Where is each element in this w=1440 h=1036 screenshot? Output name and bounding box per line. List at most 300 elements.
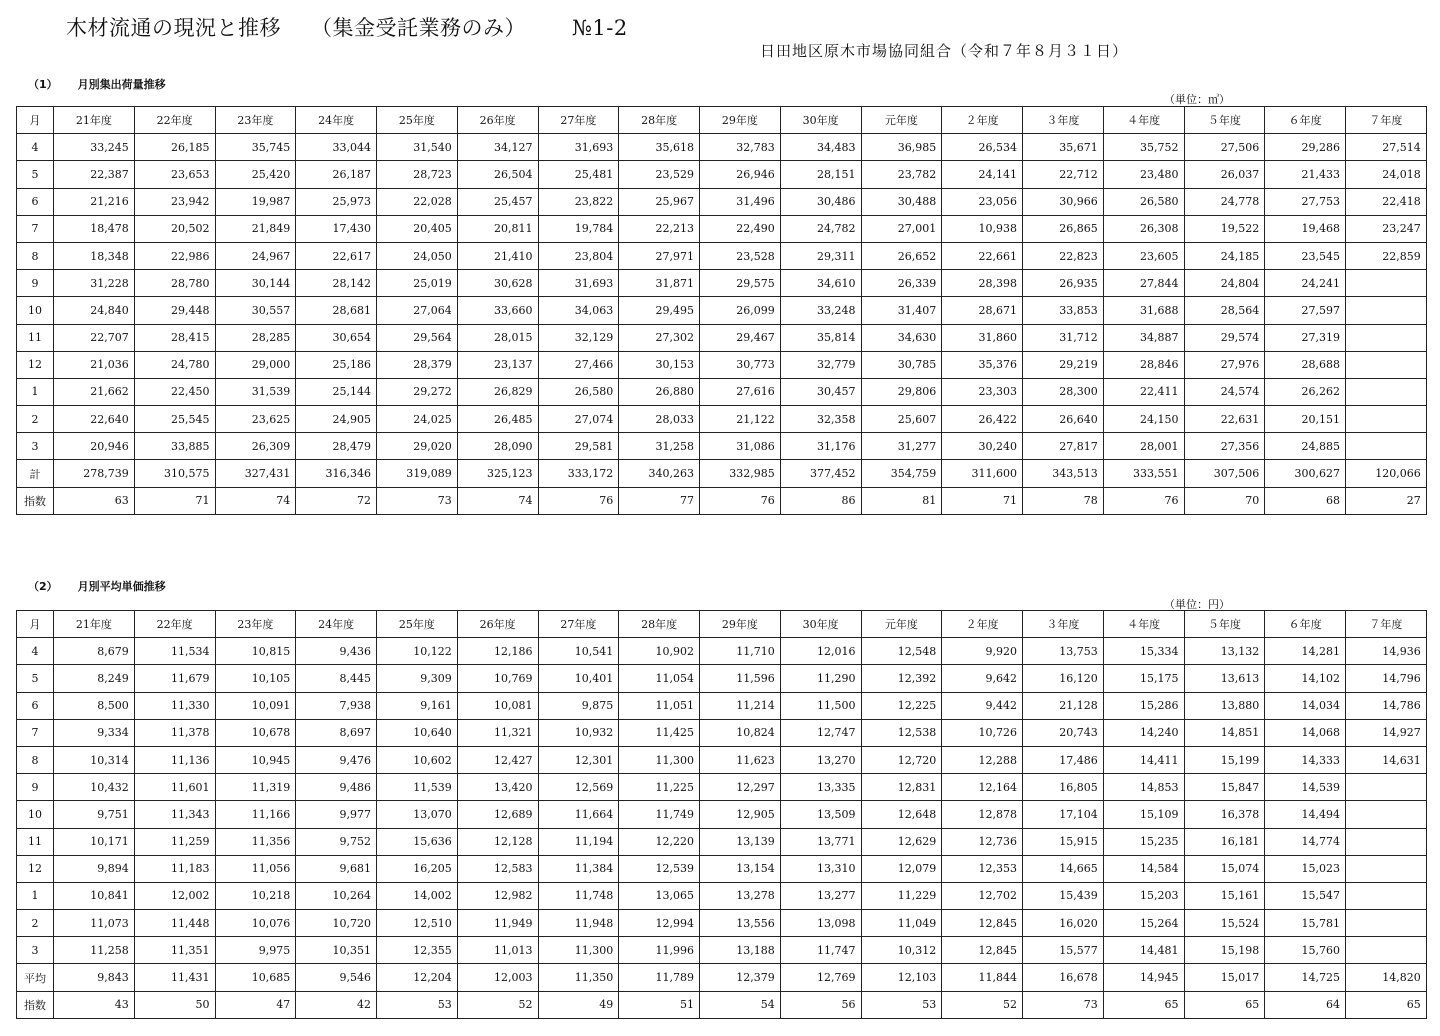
table-cell: 26,829 bbox=[457, 378, 538, 405]
table-cell: 10,726 bbox=[942, 719, 1023, 746]
table-cell: 25,607 bbox=[861, 406, 942, 433]
table-cell: 9,442 bbox=[942, 692, 1023, 719]
table-cell: 26,308 bbox=[1103, 215, 1184, 242]
table-cell: 27,514 bbox=[1346, 134, 1427, 161]
table-cell: 14,102 bbox=[1265, 665, 1346, 692]
row-label: 計 bbox=[17, 460, 54, 487]
table-cell: 26,099 bbox=[700, 297, 781, 324]
table-cell: 278,739 bbox=[54, 460, 135, 487]
table-cell: 316,346 bbox=[296, 460, 377, 487]
column-header-year: ６年度 bbox=[1265, 611, 1346, 638]
table-cell: 12,079 bbox=[861, 855, 942, 882]
table-cell: 27,302 bbox=[619, 324, 700, 351]
table-header-row bbox=[17, 611, 1427, 638]
column-header-year: ６年度 bbox=[1265, 107, 1346, 134]
row-label: 9 bbox=[17, 270, 54, 297]
table-row bbox=[17, 324, 1427, 351]
table-cell: 11,259 bbox=[134, 828, 215, 855]
table-cell bbox=[1346, 828, 1427, 855]
table-cell: 29,219 bbox=[1023, 351, 1104, 378]
table-cell: 24,905 bbox=[296, 406, 377, 433]
table-cell: 11,747 bbox=[780, 937, 861, 964]
table-cell: 35,618 bbox=[619, 134, 700, 161]
column-header-year: ４年度 bbox=[1103, 611, 1184, 638]
table-cell: 12,648 bbox=[861, 801, 942, 828]
table-cell bbox=[1346, 270, 1427, 297]
table-cell: 11,948 bbox=[538, 910, 619, 937]
row-label: 1 bbox=[17, 882, 54, 909]
table-row bbox=[17, 665, 1427, 692]
table-cell: 10,105 bbox=[215, 665, 296, 692]
table-cell: 13,188 bbox=[700, 937, 781, 964]
column-header-year: 元年度 bbox=[861, 107, 942, 134]
table-cell: 20,946 bbox=[54, 433, 135, 460]
table-cell: 30,240 bbox=[942, 433, 1023, 460]
table-cell: 22,387 bbox=[54, 161, 135, 188]
table-row bbox=[17, 161, 1427, 188]
table-cell: 25,967 bbox=[619, 188, 700, 215]
table-cell: 11,534 bbox=[134, 638, 215, 665]
table-cell: 29,448 bbox=[134, 297, 215, 324]
table-cell: 31,086 bbox=[700, 433, 781, 460]
table-cell: 11,194 bbox=[538, 828, 619, 855]
table-cell: 24,885 bbox=[1265, 433, 1346, 460]
table-cell: 26,580 bbox=[1103, 188, 1184, 215]
table-cell: 13,556 bbox=[700, 910, 781, 937]
table-cell: 27,356 bbox=[1184, 433, 1265, 460]
table-cell: 27,971 bbox=[619, 242, 700, 269]
table-cell: 52 bbox=[942, 991, 1023, 1018]
table-cell: 12,288 bbox=[942, 746, 1023, 773]
table-cell: 14,786 bbox=[1346, 692, 1427, 719]
table-cell: 120,066 bbox=[1346, 460, 1427, 487]
table-row bbox=[17, 801, 1427, 828]
table-cell: 34,483 bbox=[780, 134, 861, 161]
row-label: 6 bbox=[17, 692, 54, 719]
table-row bbox=[17, 828, 1427, 855]
table-cell: 333,551 bbox=[1103, 460, 1184, 487]
table-cell: 21,433 bbox=[1265, 161, 1346, 188]
table-cell: 68 bbox=[1265, 487, 1346, 514]
table-cell: 17,430 bbox=[296, 215, 377, 242]
table-cell: 12,538 bbox=[861, 719, 942, 746]
table-cell: 25,481 bbox=[538, 161, 619, 188]
table-cell: 11,290 bbox=[780, 665, 861, 692]
table-cell: 12,548 bbox=[861, 638, 942, 665]
table-cell: 25,186 bbox=[296, 351, 377, 378]
table-cell: 30,486 bbox=[780, 188, 861, 215]
row-label: 10 bbox=[17, 801, 54, 828]
column-header-year: ３年度 bbox=[1023, 107, 1104, 134]
table-cell: 16,678 bbox=[1023, 964, 1104, 991]
table-cell: 16,120 bbox=[1023, 665, 1104, 692]
column-header-month: 月 bbox=[17, 611, 54, 638]
table-cell: 14,539 bbox=[1265, 774, 1346, 801]
table-cell: 12,702 bbox=[942, 882, 1023, 909]
table-cell: 11,844 bbox=[942, 964, 1023, 991]
table-cell: 12,225 bbox=[861, 692, 942, 719]
shipment-volume-table bbox=[16, 106, 1427, 515]
table-cell: 26,037 bbox=[1184, 161, 1265, 188]
column-header-year: 25年度 bbox=[377, 107, 458, 134]
table-row bbox=[17, 746, 1427, 773]
table-cell: 10,081 bbox=[457, 692, 538, 719]
table-cell: 53 bbox=[861, 991, 942, 1018]
column-header-year: ５年度 bbox=[1184, 107, 1265, 134]
table-cell: 27,817 bbox=[1023, 433, 1104, 460]
table-cell: 11,054 bbox=[619, 665, 700, 692]
row-label: 2 bbox=[17, 406, 54, 433]
table-cell: 9,875 bbox=[538, 692, 619, 719]
table-cell: 22,450 bbox=[134, 378, 215, 405]
table-cell: 332,985 bbox=[700, 460, 781, 487]
table-cell: 14,333 bbox=[1265, 746, 1346, 773]
table-cell: 14,411 bbox=[1103, 746, 1184, 773]
column-header-year: ２年度 bbox=[942, 107, 1023, 134]
table-cell: 10,815 bbox=[215, 638, 296, 665]
table-cell: 12,905 bbox=[700, 801, 781, 828]
table-cell: 12,301 bbox=[538, 746, 619, 773]
table-cell: 71 bbox=[942, 487, 1023, 514]
table-cell: 31,277 bbox=[861, 433, 942, 460]
table-cell: 24,050 bbox=[377, 242, 458, 269]
table-cell: 31,539 bbox=[215, 378, 296, 405]
table-cell: 10,171 bbox=[54, 828, 135, 855]
table-cell: 12,720 bbox=[861, 746, 942, 773]
table-cell: 12,379 bbox=[700, 964, 781, 991]
column-header-year: 元年度 bbox=[861, 611, 942, 638]
table-cell: 8,500 bbox=[54, 692, 135, 719]
table-cell: 16,020 bbox=[1023, 910, 1104, 937]
table-cell: 27,753 bbox=[1265, 188, 1346, 215]
table-cell: 27,976 bbox=[1184, 351, 1265, 378]
table-cell: 319,089 bbox=[377, 460, 458, 487]
table-cell: 14,725 bbox=[1265, 964, 1346, 991]
table-cell: 27,001 bbox=[861, 215, 942, 242]
table-cell: 81 bbox=[861, 487, 942, 514]
table-cell: 30,785 bbox=[861, 351, 942, 378]
table-cell: 27,616 bbox=[700, 378, 781, 405]
table-cell: 310,575 bbox=[134, 460, 215, 487]
row-label: 3 bbox=[17, 433, 54, 460]
table-cell: 11,596 bbox=[700, 665, 781, 692]
table-cell: 30,628 bbox=[457, 270, 538, 297]
table-cell: 28,564 bbox=[1184, 297, 1265, 324]
section2-unit: （単位：円） bbox=[1164, 598, 1230, 611]
table-cell: 9,977 bbox=[296, 801, 377, 828]
table-cell: 24,804 bbox=[1184, 270, 1265, 297]
table-cell: 28,398 bbox=[942, 270, 1023, 297]
table-cell: 11,321 bbox=[457, 719, 538, 746]
table-cell: 27,597 bbox=[1265, 297, 1346, 324]
column-header-year: 21年度 bbox=[54, 611, 135, 638]
table-cell: 49 bbox=[538, 991, 619, 1018]
column-header-year: 22年度 bbox=[134, 611, 215, 638]
table-cell: 34,630 bbox=[861, 324, 942, 351]
table-cell bbox=[1346, 351, 1427, 378]
table-cell: 325,123 bbox=[457, 460, 538, 487]
table-cell: 71 bbox=[134, 487, 215, 514]
table-cell: 13,154 bbox=[700, 855, 781, 882]
table-cell: 333,172 bbox=[538, 460, 619, 487]
table-cell: 24,778 bbox=[1184, 188, 1265, 215]
table-cell: 35,814 bbox=[780, 324, 861, 351]
table-cell bbox=[1346, 406, 1427, 433]
table-cell: 23,653 bbox=[134, 161, 215, 188]
table-header-row bbox=[17, 107, 1427, 134]
table-cell: 11,229 bbox=[861, 882, 942, 909]
column-header-year: ２年度 bbox=[942, 611, 1023, 638]
table-cell: 19,468 bbox=[1265, 215, 1346, 242]
table-cell: 21,128 bbox=[1023, 692, 1104, 719]
table-cell: 12,353 bbox=[942, 855, 1023, 882]
table-cell: 18,348 bbox=[54, 242, 135, 269]
table-cell: 20,811 bbox=[457, 215, 538, 242]
table-cell: 29,495 bbox=[619, 297, 700, 324]
table-cell: 14,584 bbox=[1103, 855, 1184, 882]
table-cell: 22,028 bbox=[377, 188, 458, 215]
column-header-year: 22年度 bbox=[134, 107, 215, 134]
table-cell: 16,805 bbox=[1023, 774, 1104, 801]
row-label: 10 bbox=[17, 297, 54, 324]
table-cell: 7,938 bbox=[296, 692, 377, 719]
row-label: 7 bbox=[17, 215, 54, 242]
table-cell: 27,466 bbox=[538, 351, 619, 378]
table-cell: 13,880 bbox=[1184, 692, 1265, 719]
table-cell: 28,780 bbox=[134, 270, 215, 297]
table-cell: 15,161 bbox=[1184, 882, 1265, 909]
table-cell: 28,723 bbox=[377, 161, 458, 188]
table-cell: 14,034 bbox=[1265, 692, 1346, 719]
row-label: 3 bbox=[17, 937, 54, 964]
table-cell: 11,448 bbox=[134, 910, 215, 937]
table-cell: 13,310 bbox=[780, 855, 861, 882]
row-label: 指数 bbox=[17, 487, 54, 514]
table-cell: 11,343 bbox=[134, 801, 215, 828]
table-cell: 354,759 bbox=[861, 460, 942, 487]
table-cell: 26,652 bbox=[861, 242, 942, 269]
table-cell: 56 bbox=[780, 991, 861, 1018]
row-label: 1 bbox=[17, 378, 54, 405]
table-cell: 12,769 bbox=[780, 964, 861, 991]
table-cell: 12,392 bbox=[861, 665, 942, 692]
table-row bbox=[17, 964, 1427, 991]
table-cell: 11,225 bbox=[619, 774, 700, 801]
column-header-year: 24年度 bbox=[296, 107, 377, 134]
table-row bbox=[17, 378, 1427, 405]
row-label: 12 bbox=[17, 855, 54, 882]
column-header-year: 30年度 bbox=[780, 611, 861, 638]
table-cell: 19,784 bbox=[538, 215, 619, 242]
table-cell: 29,020 bbox=[377, 433, 458, 460]
section1-title: 月別集出荷量推移 bbox=[77, 78, 166, 91]
table-cell: 25,545 bbox=[134, 406, 215, 433]
table-row bbox=[17, 215, 1427, 242]
row-label: 平均 bbox=[17, 964, 54, 991]
table-cell: 32,129 bbox=[538, 324, 619, 351]
table-cell: 28,846 bbox=[1103, 351, 1184, 378]
table-row bbox=[17, 882, 1427, 909]
table-cell: 12,510 bbox=[377, 910, 458, 937]
table-cell: 10,938 bbox=[942, 215, 1023, 242]
table-cell: 10,720 bbox=[296, 910, 377, 937]
table-cell: 9,975 bbox=[215, 937, 296, 964]
table-cell: 9,546 bbox=[296, 964, 377, 991]
table-cell: 72 bbox=[296, 487, 377, 514]
table-cell: 14,068 bbox=[1265, 719, 1346, 746]
table-cell: 22,823 bbox=[1023, 242, 1104, 269]
table-cell: 11,749 bbox=[619, 801, 700, 828]
table-cell: 65 bbox=[1103, 991, 1184, 1018]
table-cell: 8,445 bbox=[296, 665, 377, 692]
table-cell: 29,000 bbox=[215, 351, 296, 378]
table-cell: 31,258 bbox=[619, 433, 700, 460]
table-cell: 31,540 bbox=[377, 134, 458, 161]
table-cell bbox=[1346, 910, 1427, 937]
table-cell: 32,779 bbox=[780, 351, 861, 378]
table-cell: 73 bbox=[377, 487, 458, 514]
table-cell: 28,379 bbox=[377, 351, 458, 378]
table-cell: 25,420 bbox=[215, 161, 296, 188]
table-cell: 24,185 bbox=[1184, 242, 1265, 269]
table-cell: 31,693 bbox=[538, 134, 619, 161]
table-cell: 77 bbox=[619, 487, 700, 514]
table-cell: 26,187 bbox=[296, 161, 377, 188]
table-cell bbox=[1346, 801, 1427, 828]
table-cell: 15,199 bbox=[1184, 746, 1265, 773]
table-cell: 26,504 bbox=[457, 161, 538, 188]
document-title bbox=[66, 12, 628, 42]
table-cell: 22,411 bbox=[1103, 378, 1184, 405]
column-header-year: 23年度 bbox=[215, 611, 296, 638]
table-cell: 28,688 bbox=[1265, 351, 1346, 378]
table-cell: 9,486 bbox=[296, 774, 377, 801]
table-cell: 29,272 bbox=[377, 378, 458, 405]
table-cell: 377,452 bbox=[780, 460, 861, 487]
table-cell: 31,693 bbox=[538, 270, 619, 297]
table-row bbox=[17, 991, 1427, 1018]
table-cell: 34,610 bbox=[780, 270, 861, 297]
table-cell: 12,297 bbox=[700, 774, 781, 801]
table-cell: 340,263 bbox=[619, 460, 700, 487]
table-cell: 14,927 bbox=[1346, 719, 1427, 746]
table-cell: 15,235 bbox=[1103, 828, 1184, 855]
table-cell: 50 bbox=[134, 991, 215, 1018]
table-cell: 11,330 bbox=[134, 692, 215, 719]
table-cell: 26,640 bbox=[1023, 406, 1104, 433]
table-cell: 27,506 bbox=[1184, 134, 1265, 161]
table-cell: 15,334 bbox=[1103, 638, 1184, 665]
table-cell: 11,166 bbox=[215, 801, 296, 828]
table-cell: 11,214 bbox=[700, 692, 781, 719]
table-cell: 12,427 bbox=[457, 746, 538, 773]
table-cell: 11,258 bbox=[54, 937, 135, 964]
row-label: 4 bbox=[17, 638, 54, 665]
table-cell: 13,277 bbox=[780, 882, 861, 909]
table-cell: 24,782 bbox=[780, 215, 861, 242]
table-cell: 21,849 bbox=[215, 215, 296, 242]
table-cell: 327,431 bbox=[215, 460, 296, 487]
table-cell: 8,249 bbox=[54, 665, 135, 692]
table-cell: 14,281 bbox=[1265, 638, 1346, 665]
table-cell: 26,309 bbox=[215, 433, 296, 460]
table-cell: 43 bbox=[54, 991, 135, 1018]
table-cell bbox=[1346, 937, 1427, 964]
table-cell: 25,457 bbox=[457, 188, 538, 215]
table-row bbox=[17, 638, 1427, 665]
table-cell: 24,025 bbox=[377, 406, 458, 433]
table-cell: 10,264 bbox=[296, 882, 377, 909]
table-cell: 28,671 bbox=[942, 297, 1023, 324]
table-cell: 11,539 bbox=[377, 774, 458, 801]
table-cell: 35,376 bbox=[942, 351, 1023, 378]
table-cell: 13,139 bbox=[700, 828, 781, 855]
column-header-year: 30年度 bbox=[780, 107, 861, 134]
table-cell: 10,091 bbox=[215, 692, 296, 719]
table-cell: 33,248 bbox=[780, 297, 861, 324]
column-header-year: 26年度 bbox=[457, 611, 538, 638]
organization-date: 日田地区原木市場協同組合（令和７年８月３１日） bbox=[760, 42, 1129, 60]
table-cell: 26,185 bbox=[134, 134, 215, 161]
column-header-year: 26年度 bbox=[457, 107, 538, 134]
section2-heading bbox=[28, 578, 166, 594]
table-cell: 28,151 bbox=[780, 161, 861, 188]
table-cell: 12,003 bbox=[457, 964, 538, 991]
column-header-year: 28年度 bbox=[619, 107, 700, 134]
table-cell: 15,074 bbox=[1184, 855, 1265, 882]
table-cell: 29,806 bbox=[861, 378, 942, 405]
table-cell: 26,880 bbox=[619, 378, 700, 405]
table-cell: 33,044 bbox=[296, 134, 377, 161]
table-cell: 13,270 bbox=[780, 746, 861, 773]
table-cell: 28,015 bbox=[457, 324, 538, 351]
table-cell bbox=[1346, 774, 1427, 801]
table-cell: 11,049 bbox=[861, 910, 942, 937]
table-cell: 24,241 bbox=[1265, 270, 1346, 297]
column-header-year: 27年度 bbox=[538, 611, 619, 638]
table-cell: 15,847 bbox=[1184, 774, 1265, 801]
table-cell: 10,351 bbox=[296, 937, 377, 964]
table-cell: 26,534 bbox=[942, 134, 1023, 161]
table-cell: 29,581 bbox=[538, 433, 619, 460]
table-cell: 14,002 bbox=[377, 882, 458, 909]
table-cell: 15,023 bbox=[1265, 855, 1346, 882]
table-cell: 36,985 bbox=[861, 134, 942, 161]
table-cell: 10,640 bbox=[377, 719, 458, 746]
table-cell: 12,689 bbox=[457, 801, 538, 828]
table-row bbox=[17, 406, 1427, 433]
table-cell: 26,485 bbox=[457, 406, 538, 433]
table-cell: 14,853 bbox=[1103, 774, 1184, 801]
table-cell: 22,213 bbox=[619, 215, 700, 242]
table-cell: 26,339 bbox=[861, 270, 942, 297]
table-cell: 11,056 bbox=[215, 855, 296, 882]
table-cell: 10,401 bbox=[538, 665, 619, 692]
table-cell: 10,541 bbox=[538, 638, 619, 665]
table-cell: 23,137 bbox=[457, 351, 538, 378]
table-cell: 23,056 bbox=[942, 188, 1023, 215]
table-cell: 11,051 bbox=[619, 692, 700, 719]
section1-unit: （単位：㎥） bbox=[1164, 93, 1230, 106]
table-cell: 10,122 bbox=[377, 638, 458, 665]
table-cell: 15,264 bbox=[1103, 910, 1184, 937]
average-unit-price-table bbox=[16, 610, 1427, 1019]
table-cell: 11,073 bbox=[54, 910, 135, 937]
table-cell: 9,894 bbox=[54, 855, 135, 882]
table-cell: 22,418 bbox=[1346, 188, 1427, 215]
table-cell: 24,141 bbox=[942, 161, 1023, 188]
table-cell: 29,564 bbox=[377, 324, 458, 351]
